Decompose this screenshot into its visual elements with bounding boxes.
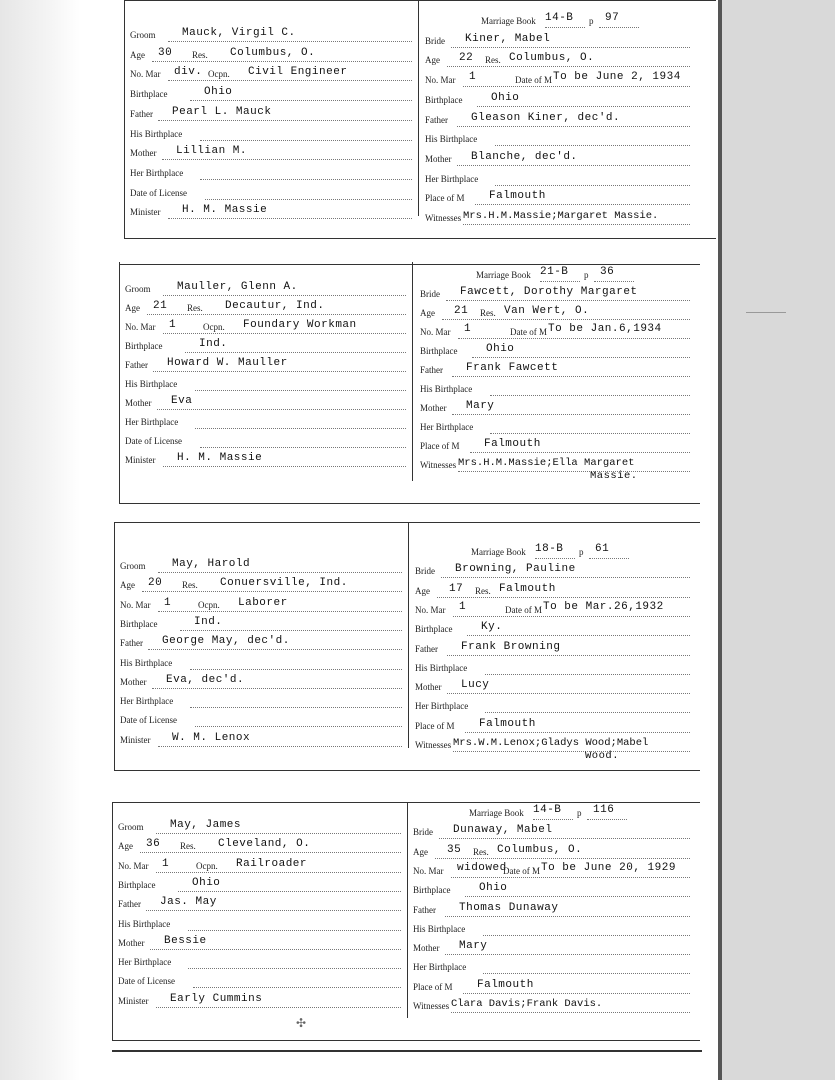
bride-witnesses-line xyxy=(453,751,690,752)
bride-birthplace-value: Ky. xyxy=(481,621,503,634)
bride-witnesses-cont-value: Massie. xyxy=(590,470,638,482)
groom-no-mar-label: No. Mar xyxy=(118,860,149,871)
bride-bride-line xyxy=(446,300,690,301)
page-label: p xyxy=(579,547,584,557)
groom-groom-line xyxy=(156,833,401,834)
bride-father-line xyxy=(447,655,690,656)
record-bottom-rule xyxy=(124,238,716,239)
groom-date-of-license-label: Date of License xyxy=(118,976,175,987)
bride-mother-label: Mother xyxy=(413,943,440,954)
groom-birthplace-value: Ind. xyxy=(194,615,223,628)
bride-his-birthplace-label: His Birthplace xyxy=(425,134,478,145)
bride-place-of-m-line xyxy=(465,732,690,733)
record-bottom-rule xyxy=(114,770,700,771)
groom-minister-line xyxy=(168,218,412,219)
bride-no-mar-line xyxy=(458,338,690,339)
groom-name-value: May, Harold xyxy=(172,558,251,570)
bride-father-value: Frank Browning xyxy=(461,640,561,653)
groom-no-mar-line xyxy=(156,872,401,873)
marriage-book-label: Marriage Book xyxy=(481,16,536,26)
bride-bride-label: Bride xyxy=(420,289,440,299)
groom-ocpn-label: Ocpn. xyxy=(198,599,220,610)
groom-mother-label: Mother xyxy=(125,398,152,408)
groom-date-of-license-label: Date of License xyxy=(125,436,182,446)
groom-his-birthplace-line xyxy=(200,140,412,141)
groom-no-mar-value: 1 xyxy=(169,319,177,331)
bride-no-mar-label: No. Mar xyxy=(415,604,446,615)
groom-mother-line xyxy=(162,159,412,160)
groom-name-value: May, James xyxy=(170,819,242,831)
bride-father-label: Father xyxy=(420,365,443,375)
groom-minister-line xyxy=(156,1007,401,1008)
bride-birthplace-value: Ohio xyxy=(491,91,520,104)
groom-mother-line xyxy=(157,409,406,410)
bride-bride-line xyxy=(451,47,690,48)
groom-birthplace-label: Birthplace xyxy=(120,618,158,629)
bride-date-of-m-label: Date of M xyxy=(503,865,540,876)
bride-no-mar-value: 1 xyxy=(459,600,467,613)
groom-ocpn-value: Civil Engineer xyxy=(248,66,348,79)
bride-age-label: Age xyxy=(415,585,430,596)
groom-no-mar-value: 1 xyxy=(164,596,172,609)
groom-her-birthplace-line xyxy=(200,179,412,180)
page-value: 97 xyxy=(605,12,620,24)
bride-birthplace-label: Birthplace xyxy=(415,624,453,635)
bride-witnesses-label: Witnesses xyxy=(425,213,462,223)
groom-minister-value: H. M. Massie xyxy=(182,204,268,217)
bride-father-value: Frank Fawcett xyxy=(466,362,559,374)
groom-minister-line xyxy=(158,746,402,747)
bride-witnesses-value: Mrs.H.M.Massie;Margaret Massie. xyxy=(463,210,659,222)
bride-birthplace-label: Birthplace xyxy=(420,346,458,356)
groom-ocpn-value: Laborer xyxy=(238,596,288,609)
bride-birthplace-label: Birthplace xyxy=(425,94,463,105)
groom-mother-line xyxy=(150,949,401,950)
page-line xyxy=(599,27,639,28)
groom-minister-value: W. M. Lenox xyxy=(172,731,251,744)
record-center-divider xyxy=(418,0,419,216)
groom-father-value: Howard W. Mauller xyxy=(167,357,288,369)
groom-no-mar-label: No. Mar xyxy=(130,69,161,80)
bride-name-value: Dunaway, Mabel xyxy=(453,824,553,837)
groom-name-value: Mauller, Glenn A. xyxy=(177,281,298,293)
marriage-book-value: 21-B xyxy=(540,266,569,278)
bride-father-label: Father xyxy=(413,904,436,915)
bride-bride-line xyxy=(441,577,690,578)
groom-date-of-license-line xyxy=(205,199,412,200)
bride-his-birthplace-label: His Birthplace xyxy=(415,662,468,673)
record-bottom-rule xyxy=(112,1040,700,1041)
bride-name-value: Kiner, Mabel xyxy=(465,32,551,45)
groom-no-mar-value: 1 xyxy=(162,857,170,870)
bride-his-birthplace-label: His Birthplace xyxy=(413,923,466,934)
bride-date-of-m-value: To be Mar.26,1932 xyxy=(543,600,664,613)
groom-age-line xyxy=(142,591,402,592)
groom-ocpn-label: Ocpn. xyxy=(208,69,230,80)
groom-birthplace-line xyxy=(178,891,401,892)
groom-minister-value: Early Cummins xyxy=(170,992,263,1005)
bride-her-birthplace-label: Her Birthplace xyxy=(415,701,469,712)
groom-father-value: Pearl L. Mauck xyxy=(172,105,272,118)
bride-date-of-m-value: To be June 2, 1934 xyxy=(553,71,681,84)
bride-place-of-m-line xyxy=(470,452,690,453)
groom-date-of-license-line xyxy=(193,987,401,988)
bride-no-mar-label: No. Mar xyxy=(413,865,444,876)
groom-birthplace-value: Ind. xyxy=(199,338,228,350)
bride-place-of-m-line xyxy=(463,993,690,994)
bride-age-line xyxy=(447,66,690,67)
bride-bride-label: Bride xyxy=(415,566,435,577)
bride-witnesses-value: Mrs.W.M.Lenox;Gladys Wood;Mabel xyxy=(453,737,649,749)
bride-no-mar-line xyxy=(451,877,690,878)
bride-no-mar-line xyxy=(453,616,690,617)
groom-mother-label: Mother xyxy=(130,148,157,159)
bride-his-birthplace-line xyxy=(485,674,690,675)
bride-place-of-m-label: Place of M xyxy=(413,981,453,992)
groom-birthplace-line xyxy=(180,630,402,631)
groom-mother-value: Bessie xyxy=(164,934,207,947)
bride-no-mar-line xyxy=(463,86,690,87)
bride-mother-label: Mother xyxy=(425,153,452,164)
bride-her-birthplace-line xyxy=(490,433,690,434)
bride-her-birthplace-label: Her Birthplace xyxy=(425,173,479,184)
groom-father-label: Father xyxy=(130,108,153,119)
groom-birthplace-label: Birthplace xyxy=(125,341,163,351)
groom-res-label: Res. xyxy=(192,49,208,60)
groom-birthplace-line xyxy=(185,352,406,353)
groom-date-of-license-label: Date of License xyxy=(120,715,177,726)
groom-age-value: 36 xyxy=(146,838,161,851)
page-value: 36 xyxy=(600,266,615,278)
bride-no-mar-value: 1 xyxy=(464,323,472,335)
bride-mother-label: Mother xyxy=(420,403,447,413)
record-left-rule xyxy=(114,522,115,770)
groom-age-value: 20 xyxy=(148,577,163,590)
bride-age-label: Age xyxy=(425,55,440,66)
bride-witnesses-label: Witnesses xyxy=(415,740,452,750)
groom-his-birthplace-line xyxy=(188,930,401,931)
bride-father-line xyxy=(457,126,690,127)
groom-his-birthplace-label: His Birthplace xyxy=(120,657,173,668)
groom-res-value: Cleveland, O. xyxy=(218,838,311,851)
groom-age-value: 30 xyxy=(158,46,173,59)
marriage-book-label: Marriage Book xyxy=(471,547,526,557)
groom-father-line xyxy=(158,120,412,121)
bride-age-label: Age xyxy=(420,308,435,318)
record-top-rule xyxy=(114,522,700,523)
groom-age-line xyxy=(140,852,401,853)
bride-age-value: 22 xyxy=(459,52,474,65)
bride-place-of-m-label: Place of M xyxy=(425,193,465,204)
groom-groom-label: Groom xyxy=(130,30,156,40)
scan-mark: ✣ xyxy=(296,1016,307,1030)
groom-father-label: Father xyxy=(118,899,141,910)
page-value: 61 xyxy=(595,543,610,555)
groom-res-value: Columbus, O. xyxy=(230,46,316,59)
bride-age-value: 17 xyxy=(449,582,464,595)
bride-bride-line xyxy=(439,838,690,839)
bride-no-mar-label: No. Mar xyxy=(420,327,451,337)
groom-res-label: Res. xyxy=(180,841,196,852)
groom-minister-line xyxy=(163,466,406,467)
groom-ocpn-label: Ocpn. xyxy=(203,322,225,332)
groom-father-value: George May, dec'd. xyxy=(162,635,290,648)
scan-dash xyxy=(746,312,786,313)
marriage-book-value: 18-B xyxy=(535,543,564,555)
bride-his-birthplace-line xyxy=(490,395,690,396)
marriage-book-value: 14-B xyxy=(533,804,562,816)
bride-no-mar-value: widowed xyxy=(457,861,507,874)
marriage-book-line xyxy=(533,819,573,820)
groom-no-mar-line xyxy=(158,611,402,612)
bride-place-of-m-value: Falmouth xyxy=(479,717,536,730)
bride-birthplace-value: Ohio xyxy=(479,882,508,895)
groom-birthplace-line xyxy=(190,100,412,101)
groom-father-label: Father xyxy=(125,360,148,370)
bride-mother-line xyxy=(457,165,690,166)
groom-mother-line xyxy=(152,688,402,689)
bride-age-value: 35 xyxy=(447,843,462,856)
bride-witnesses-label: Witnesses xyxy=(420,460,457,470)
groom-his-birthplace-label: His Birthplace xyxy=(118,918,171,929)
bride-place-of-m-value: Falmouth xyxy=(477,978,534,991)
groom-mother-value: Lillian M. xyxy=(176,145,248,158)
groom-age-line xyxy=(147,314,406,315)
bride-witnesses-value: Mrs.H.M.Massie;Ella Margaret xyxy=(458,457,635,469)
bride-witnesses-line xyxy=(451,1012,690,1013)
page-line xyxy=(594,281,634,282)
groom-birthplace-value: Ohio xyxy=(192,876,221,889)
bride-date-of-m-label: Date of M xyxy=(510,327,547,337)
bride-her-birthplace-line xyxy=(495,185,690,186)
groom-groom-label: Groom xyxy=(118,822,144,832)
bride-witnesses-cont-value: Wood. xyxy=(585,750,620,762)
groom-her-birthplace-line xyxy=(188,968,401,969)
bride-age-line xyxy=(435,858,690,859)
groom-her-birthplace-label: Her Birthplace xyxy=(125,417,179,427)
bride-mother-line xyxy=(445,954,690,955)
bride-her-birthplace-line xyxy=(483,973,690,974)
groom-res-label: Res. xyxy=(182,580,198,591)
groom-date-of-license-line xyxy=(200,447,406,448)
bride-no-mar-label: No. Mar xyxy=(425,75,456,86)
bride-birthplace-line xyxy=(467,635,690,636)
bride-date-of-m-value: To be Jan.6,1934 xyxy=(548,323,662,335)
groom-mother-label: Mother xyxy=(118,937,145,948)
bride-res-label: Res. xyxy=(480,308,496,318)
bride-place-of-m-value: Falmouth xyxy=(489,190,546,203)
groom-mother-label: Mother xyxy=(120,676,147,687)
bride-his-birthplace-line xyxy=(495,145,690,146)
groom-no-mar-line xyxy=(168,80,412,81)
bride-father-label: Father xyxy=(415,643,438,654)
groom-minister-value: H. M. Massie xyxy=(177,452,263,464)
bride-witnesses-line xyxy=(458,471,690,472)
bride-mother-value: Lucy xyxy=(461,679,490,692)
page-line xyxy=(589,558,629,559)
bride-witnesses-label: Witnesses xyxy=(413,1001,450,1011)
groom-age-label: Age xyxy=(120,580,135,591)
bride-his-birthplace-label: His Birthplace xyxy=(420,384,473,394)
bride-place-of-m-value: Falmouth xyxy=(484,438,541,450)
bride-father-line xyxy=(452,376,690,377)
groom-minister-label: Minister xyxy=(118,995,149,1006)
bride-her-birthplace-line xyxy=(485,712,690,713)
bride-her-birthplace-label: Her Birthplace xyxy=(420,422,474,432)
bride-res-label: Res. xyxy=(473,846,489,857)
groom-her-birthplace-label: Her Birthplace xyxy=(118,957,172,968)
groom-no-mar-label: No. Mar xyxy=(125,322,156,332)
bride-mother-label: Mother xyxy=(415,682,442,693)
groom-minister-label: Minister xyxy=(120,734,151,745)
bride-witnesses-value: Clara Davis;Frank Davis. xyxy=(451,998,603,1010)
groom-minister-label: Minister xyxy=(130,207,161,218)
record-bottom-rule xyxy=(119,503,700,504)
groom-groom-line xyxy=(163,295,406,296)
groom-no-mar-value: div. xyxy=(174,66,203,79)
groom-father-line xyxy=(146,910,401,911)
groom-groom-label: Groom xyxy=(120,561,146,571)
bride-her-birthplace-label: Her Birthplace xyxy=(413,962,467,973)
groom-age-label: Age xyxy=(118,841,133,852)
page-label: p xyxy=(584,270,589,280)
record-center-divider xyxy=(412,262,413,481)
bride-mother-value: Blanche, dec'd. xyxy=(471,150,578,163)
bride-res-value: Columbus, O. xyxy=(497,843,583,856)
bride-name-value: Browning, Pauline xyxy=(455,563,576,576)
page-bottom-rule xyxy=(112,1050,702,1052)
bride-mother-value: Mary xyxy=(466,400,495,412)
marriage-book-value: 14-B xyxy=(545,12,574,24)
record-left-rule xyxy=(112,802,113,1040)
groom-her-birthplace-label: Her Birthplace xyxy=(130,167,184,178)
marriage-book-label: Marriage Book xyxy=(469,808,524,818)
bride-name-value: Fawcett, Dorothy Margaret xyxy=(460,286,638,298)
groom-her-birthplace-line xyxy=(190,707,402,708)
bride-res-value: Falmouth xyxy=(499,582,556,595)
groom-res-label: Res. xyxy=(187,303,203,313)
groom-mother-value: Eva, dec'd. xyxy=(166,673,245,686)
bride-witnesses-line xyxy=(463,224,690,225)
groom-father-line xyxy=(153,371,406,372)
bride-birthplace-line xyxy=(465,896,690,897)
bride-res-value: Columbus, O. xyxy=(509,52,595,65)
groom-date-of-license-line xyxy=(195,726,402,727)
groom-groom-line xyxy=(158,572,402,573)
groom-mother-value: Eva xyxy=(171,395,193,407)
groom-ocpn-value: Foundary Workman xyxy=(243,319,357,331)
bride-date-of-m-value: To be June 20, 1929 xyxy=(541,861,676,874)
bride-birthplace-value: Ohio xyxy=(486,343,515,355)
groom-birthplace-value: Ohio xyxy=(204,86,233,99)
groom-his-birthplace-line xyxy=(190,669,402,670)
groom-age-label: Age xyxy=(125,303,140,313)
record-top-rule xyxy=(119,264,700,265)
bride-date-of-m-label: Date of M xyxy=(505,604,542,615)
bride-his-birthplace-line xyxy=(483,935,690,936)
bride-res-value: Van Wert, O. xyxy=(504,305,590,317)
bride-res-label: Res. xyxy=(485,55,501,66)
groom-minister-label: Minister xyxy=(125,455,156,465)
groom-age-label: Age xyxy=(130,49,145,60)
groom-his-birthplace-label: His Birthplace xyxy=(130,128,183,139)
bride-date-of-m-label: Date of M xyxy=(515,75,552,86)
bride-age-value: 21 xyxy=(454,305,469,317)
bride-mother-value: Mary xyxy=(459,940,488,953)
record-top-rule xyxy=(112,802,700,803)
bride-no-mar-value: 1 xyxy=(469,71,477,84)
marriage-book-label: Marriage Book xyxy=(476,270,531,280)
bride-place-of-m-line xyxy=(475,204,690,205)
page-label: p xyxy=(589,16,594,26)
groom-groom-label: Groom xyxy=(125,284,151,294)
groom-birthplace-label: Birthplace xyxy=(130,89,168,100)
bride-birthplace-label: Birthplace xyxy=(413,885,451,896)
groom-date-of-license-label: Date of License xyxy=(130,187,187,198)
groom-groom-line xyxy=(168,41,412,42)
groom-ocpn-label: Ocpn. xyxy=(196,860,218,871)
bride-place-of-m-label: Place of M xyxy=(415,720,455,731)
groom-name-value: Mauck, Virgil C. xyxy=(182,27,296,39)
groom-ocpn-value: Railroader xyxy=(236,857,308,870)
marriage-book-line xyxy=(535,558,575,559)
groom-age-line xyxy=(152,61,412,62)
groom-her-birthplace-label: Her Birthplace xyxy=(120,696,174,707)
record-left-rule xyxy=(124,0,125,238)
bride-bride-label: Bride xyxy=(425,35,445,46)
record-center-divider xyxy=(408,522,409,748)
groom-her-birthplace-line xyxy=(195,428,406,429)
record-center-divider xyxy=(407,802,408,1018)
bride-age-line xyxy=(442,319,690,320)
bride-mother-line xyxy=(447,693,690,694)
groom-father-line xyxy=(148,649,402,650)
bride-birthplace-line xyxy=(472,357,690,358)
page-label: p xyxy=(577,808,582,818)
groom-father-label: Father xyxy=(120,638,143,649)
marriage-book-line xyxy=(540,281,580,282)
bride-mother-line xyxy=(452,414,690,415)
bride-birthplace-line xyxy=(477,106,690,107)
bride-age-line xyxy=(437,597,690,598)
bride-father-value: Gleason Kiner, dec'd. xyxy=(471,111,621,124)
bride-father-label: Father xyxy=(425,114,448,125)
bride-place-of-m-label: Place of M xyxy=(420,441,460,451)
bride-father-value: Thomas Dunaway xyxy=(459,901,559,914)
bride-res-label: Res. xyxy=(475,585,491,596)
bride-age-label: Age xyxy=(413,846,428,857)
groom-no-mar-line xyxy=(163,333,406,334)
page-line xyxy=(587,819,627,820)
groom-no-mar-label: No. Mar xyxy=(120,599,151,610)
record-top-rule xyxy=(124,0,716,1)
bride-bride-label: Bride xyxy=(413,827,433,838)
groom-res-value: Decautur, Ind. xyxy=(225,300,325,312)
groom-age-value: 21 xyxy=(153,300,168,312)
groom-father-value: Jas. May xyxy=(160,896,217,909)
marriage-book-line xyxy=(545,27,585,28)
groom-his-birthplace-line xyxy=(195,390,406,391)
page-value: 116 xyxy=(593,804,615,816)
groom-his-birthplace-label: His Birthplace xyxy=(125,379,178,389)
record-left-rule xyxy=(119,262,120,503)
groom-birthplace-label: Birthplace xyxy=(118,879,156,890)
bride-father-line xyxy=(445,916,690,917)
groom-res-value: Conuersville, Ind. xyxy=(220,577,348,590)
